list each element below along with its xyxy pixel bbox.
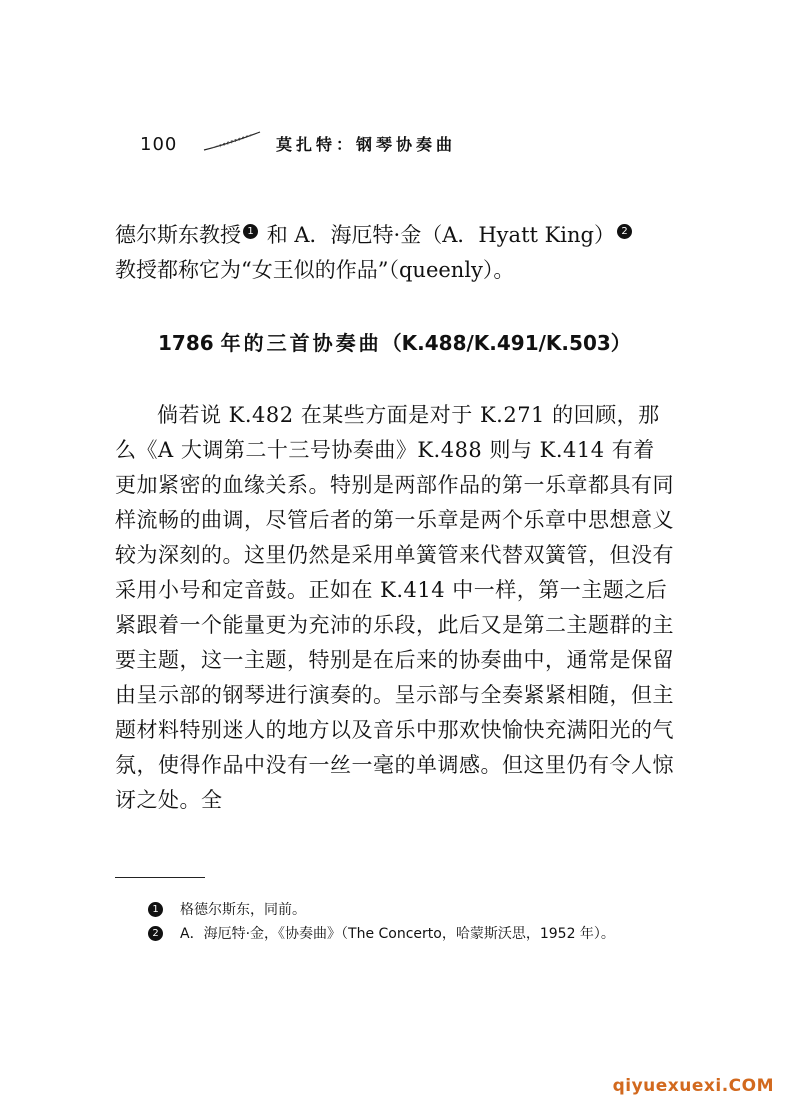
footnote-marker-1: 1 [148, 902, 163, 917]
paragraph-continuation [115, 218, 675, 288]
section-heading [158, 327, 631, 356]
page-header [140, 130, 660, 160]
footnote-text: A．海厄特·金，《协奏曲》（The Concerto，哈蒙斯沃思，1952 年）。 [180, 926, 615, 942]
body-paragraph: 倘若说 K.482 在某些方面是对于 K.271 的回顾，那么《A 大调第二十三号协奏曲》K.488 则与 K.414 有着更加紧密的血缘关系。特别是两部作品的第一乐章都具有同样流畅的曲调，尽管后者的第一乐章是两个乐章中思想意义较为深刻的。这里仍然是采用单簧管来代替双簧管，但没有采用小号和定音鼓。正如在 K.414 中一样，第一主题之后紧跟着一个能量更为充沛的乐段，此后又是第二主题群的主要主题，这一主题，特别是在后来的协奏曲中，通常是保留由呈示部的钢琴进行演奏的。呈示部与全奏紧紧相随，但主题材料特别迷人的地方以及音乐中那欢快愉快充满阳光的气氛，使得作品中没有一丝一毫的单调感。但这里仍有令人惊讶之处。全 [115, 403, 674, 812]
section-year: 1786 [158, 331, 214, 355]
footnote-divider [115, 877, 205, 878]
paragraph1-part1: 德尔斯东教授 [115, 223, 241, 247]
footnote-ref-1[interactable]: 1 [243, 224, 258, 239]
running-title: 莫扎特：钢琴协奏曲 [276, 135, 457, 154]
footnote-item [148, 922, 678, 946]
quill-ornament-icon [202, 130, 262, 152]
footnote-item [148, 898, 678, 922]
section-catalog: （K.488/K.491/K.503） [381, 331, 631, 355]
footnote-ref-2[interactable]: 2 [617, 224, 632, 239]
page-number: 100 [140, 134, 178, 155]
footnote-text: 格德尔斯东，同前。 [180, 902, 306, 918]
site-watermark: qiyuexuexi.COM [612, 1076, 774, 1096]
section-title: 年的三首协奏曲 [220, 331, 382, 355]
footnote-marker-2: 2 [148, 926, 163, 941]
paragraph1-part3: 教授都称它为“女王似的作品”（queenly）。 [115, 258, 515, 282]
paragraph1-part2: 和 A．海厄特·金（A．Hyatt King） [266, 223, 615, 247]
footnotes [148, 898, 678, 946]
